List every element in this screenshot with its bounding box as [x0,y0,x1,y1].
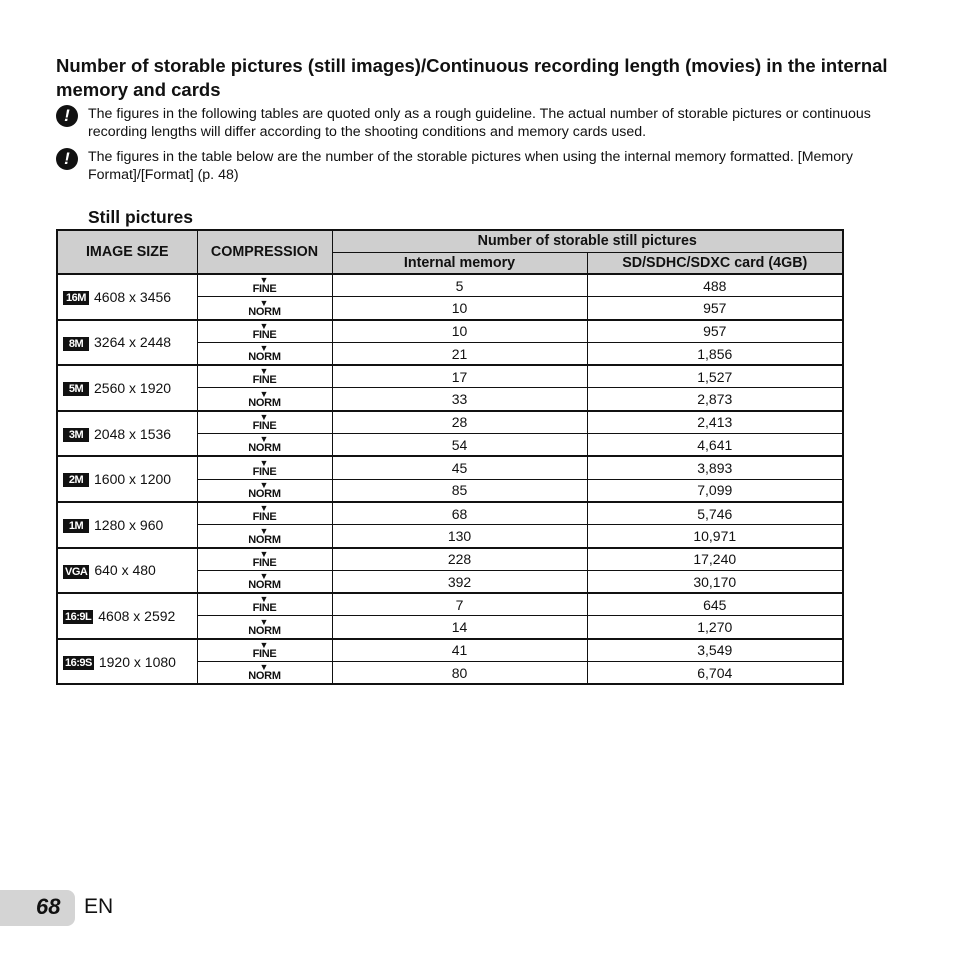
compression-label: NORM [248,351,281,364]
image-size-label: 1280 x 960 [94,516,164,533]
normal-compression-icon [248,435,282,455]
image-size-cell [57,274,197,320]
image-size-cell [57,593,197,639]
internal-memory-count: 41 [332,639,587,662]
down-arrow-icon: ▼ [259,594,269,605]
normal-compression-icon [248,572,282,592]
compression-cell [197,570,332,593]
table-row [57,456,843,479]
image-size-icon: 16M [63,291,89,305]
table-row [57,593,843,616]
compression-cell [197,411,332,434]
guideline-note [56,105,876,141]
compression-label: NORM [248,533,281,546]
image-size-cell [57,548,197,594]
page-number: 68 [36,894,61,919]
image-size-label: 3264 x 2448 [94,334,172,351]
compression-cell [197,434,332,457]
image-size-icon: 16:9S [65,656,92,669]
image-size-label: 4608 x 2592 [98,607,176,624]
image-size-label: 1600 x 1200 [94,471,172,488]
card-count: 30,170 [587,570,843,593]
image-size-icon: 8M [63,337,89,351]
image-size-label: 2048 x 1536 [94,425,172,442]
fine-compression-icon [248,595,282,615]
normal-compression-icon [248,527,282,547]
image-size-icon: 2M [63,473,89,487]
internal-memory-count: 228 [332,548,587,571]
fine-compression-icon [248,459,282,479]
compression-label: FINE [252,420,277,433]
fine-compression-icon [248,550,282,570]
normal-compression-icon [248,481,282,501]
down-arrow-icon: ▼ [259,616,269,627]
image-size-cell [57,456,197,502]
page-title: Number of storable pictures (still images)/Continuous recording length (movies) in the internal memory and cards [56,55,888,100]
caution-icon: ! [56,105,78,127]
card-count: 645 [587,593,843,616]
internal-memory-count: 85 [332,479,587,502]
internal-memory-count: 45 [332,456,587,479]
table-row [57,639,843,662]
compression-cell [197,662,332,685]
card-count: 957 [587,320,843,343]
compression-label: FINE [252,283,277,296]
compression-cell [197,388,332,411]
normal-compression-icon [248,663,282,683]
internal-memory-count: 7 [332,593,587,616]
fine-compression-icon [248,367,282,387]
card-count: 17,240 [587,548,843,571]
fine-compression-icon [248,276,282,296]
normal-compression-icon [248,344,282,364]
internal-memory-count: 68 [332,502,587,525]
compression-cell [197,479,332,502]
header-card: SD/SDHC/SDXC card (4GB) [587,252,843,274]
image-size-icon: 5M [63,382,89,396]
internal-memory-count: 80 [332,662,587,685]
card-count: 4,641 [587,434,843,457]
compression-cell [197,593,332,616]
compression-label: FINE [252,374,277,387]
compression-cell [197,342,332,365]
compression-label: NORM [248,442,281,455]
header-compression: COMPRESSION [197,230,332,274]
compression-label: FINE [252,511,277,524]
down-arrow-icon: ▼ [259,434,269,445]
card-count: 957 [587,297,843,320]
card-count: 1,527 [587,365,843,388]
header-storable-group: Number of storable still pictures [332,230,843,252]
down-arrow-icon: ▼ [259,366,269,377]
internal-memory-count: 14 [332,616,587,639]
internal-memory-count: 10 [332,320,587,343]
header-image-size: IMAGE SIZE [57,230,197,274]
internal-memory-count: 392 [332,570,587,593]
compression-label: NORM [248,487,281,500]
down-arrow-icon: ▼ [259,548,269,559]
compression-cell [197,274,332,297]
compression-label: FINE [252,602,277,615]
table-row [57,502,843,525]
card-count: 6,704 [587,662,843,685]
down-arrow-icon: ▼ [259,479,269,490]
compression-label: NORM [248,624,281,637]
fine-compression-icon [248,641,282,661]
compression-label: FINE [252,648,277,661]
fine-compression-icon [248,322,282,342]
card-count: 3,549 [587,639,843,662]
internal-memory-count: 33 [332,388,587,411]
down-arrow-icon: ▼ [259,388,269,399]
language-label: EN [84,895,114,918]
card-count: 1,856 [587,342,843,365]
internal-memory-count: 5 [332,274,587,297]
compression-cell [197,320,332,343]
internal-memory-count: 28 [332,411,587,434]
header-internal-memory: Internal memory [332,252,587,274]
compression-label: NORM [248,396,281,409]
compression-label: FINE [252,556,277,569]
storable-pictures-table [56,229,844,685]
table-row [57,548,843,571]
down-arrow-icon: ▼ [259,457,269,468]
compression-label: FINE [252,465,277,478]
image-size-label: 640 x 480 [94,562,156,579]
image-size-label: 2560 x 1920 [94,379,172,396]
compression-cell [197,502,332,525]
card-count: 10,971 [587,525,843,548]
down-arrow-icon: ▼ [259,503,269,514]
card-count: 5,746 [587,502,843,525]
compression-label: NORM [248,579,281,592]
compression-cell [197,525,332,548]
down-arrow-icon: ▼ [259,525,269,536]
table-row [57,274,843,297]
compression-cell [197,616,332,639]
image-size-cell [57,639,197,685]
card-count: 488 [587,274,843,297]
compression-cell [197,639,332,662]
down-arrow-icon: ▼ [259,571,269,582]
card-count: 1,270 [587,616,843,639]
compression-cell [197,365,332,388]
compression-label: NORM [248,305,281,318]
fine-compression-icon [248,413,282,433]
image-size-cell [57,320,197,366]
normal-compression-icon [248,390,282,410]
card-count: 3,893 [587,456,843,479]
internal-memory-count: 17 [332,365,587,388]
internal-memory-count: 54 [332,434,587,457]
image-size-icon: 16:9L [65,611,92,624]
down-arrow-icon: ▼ [259,343,269,354]
caution-icon: ! [56,148,78,170]
image-size-cell [57,411,197,457]
normal-compression-icon [248,299,282,319]
image-size-cell [57,502,197,548]
compression-cell [197,548,332,571]
note-text: The figures in the table below are the number of the storable pictures when using the internal memory formatted. [Memory Format]/[Format] (p. 48) [88,149,853,183]
compression-label: NORM [248,670,281,683]
table-row [57,365,843,388]
note-text: The figures in the following tables are quoted only as a rough guideline. The actual number of storable pictures or continuous recording lengths will differ according to the shooting conditions and memory cards used. [88,106,871,140]
down-arrow-icon: ▼ [259,640,269,651]
image-size-icon: VGA [65,565,88,578]
compression-cell [197,297,332,320]
table-body [57,274,843,684]
normal-compression-icon [248,618,282,638]
image-size-icon: 3M [63,428,89,442]
internal-memory-note [56,148,876,184]
fine-compression-icon [248,504,282,524]
internal-memory-count: 10 [332,297,587,320]
table-row [57,320,843,343]
down-arrow-icon: ▼ [259,662,269,673]
image-size-label: 1920 x 1080 [98,653,176,670]
card-count: 7,099 [587,479,843,502]
image-size-label: 4608 x 3456 [94,288,172,305]
card-count: 2,413 [587,411,843,434]
table-row [57,411,843,434]
down-arrow-icon: ▼ [259,297,269,308]
card-count: 2,873 [587,388,843,411]
down-arrow-icon: ▼ [259,320,269,331]
image-size-icon: 1M [63,519,89,533]
compression-cell [197,456,332,479]
section-title: Still pictures [88,207,194,227]
internal-memory-count: 21 [332,342,587,365]
compression-label: FINE [252,328,277,341]
image-size-cell [57,365,197,411]
down-arrow-icon: ▼ [259,275,269,286]
down-arrow-icon: ▼ [259,412,269,423]
internal-memory-count: 130 [332,525,587,548]
